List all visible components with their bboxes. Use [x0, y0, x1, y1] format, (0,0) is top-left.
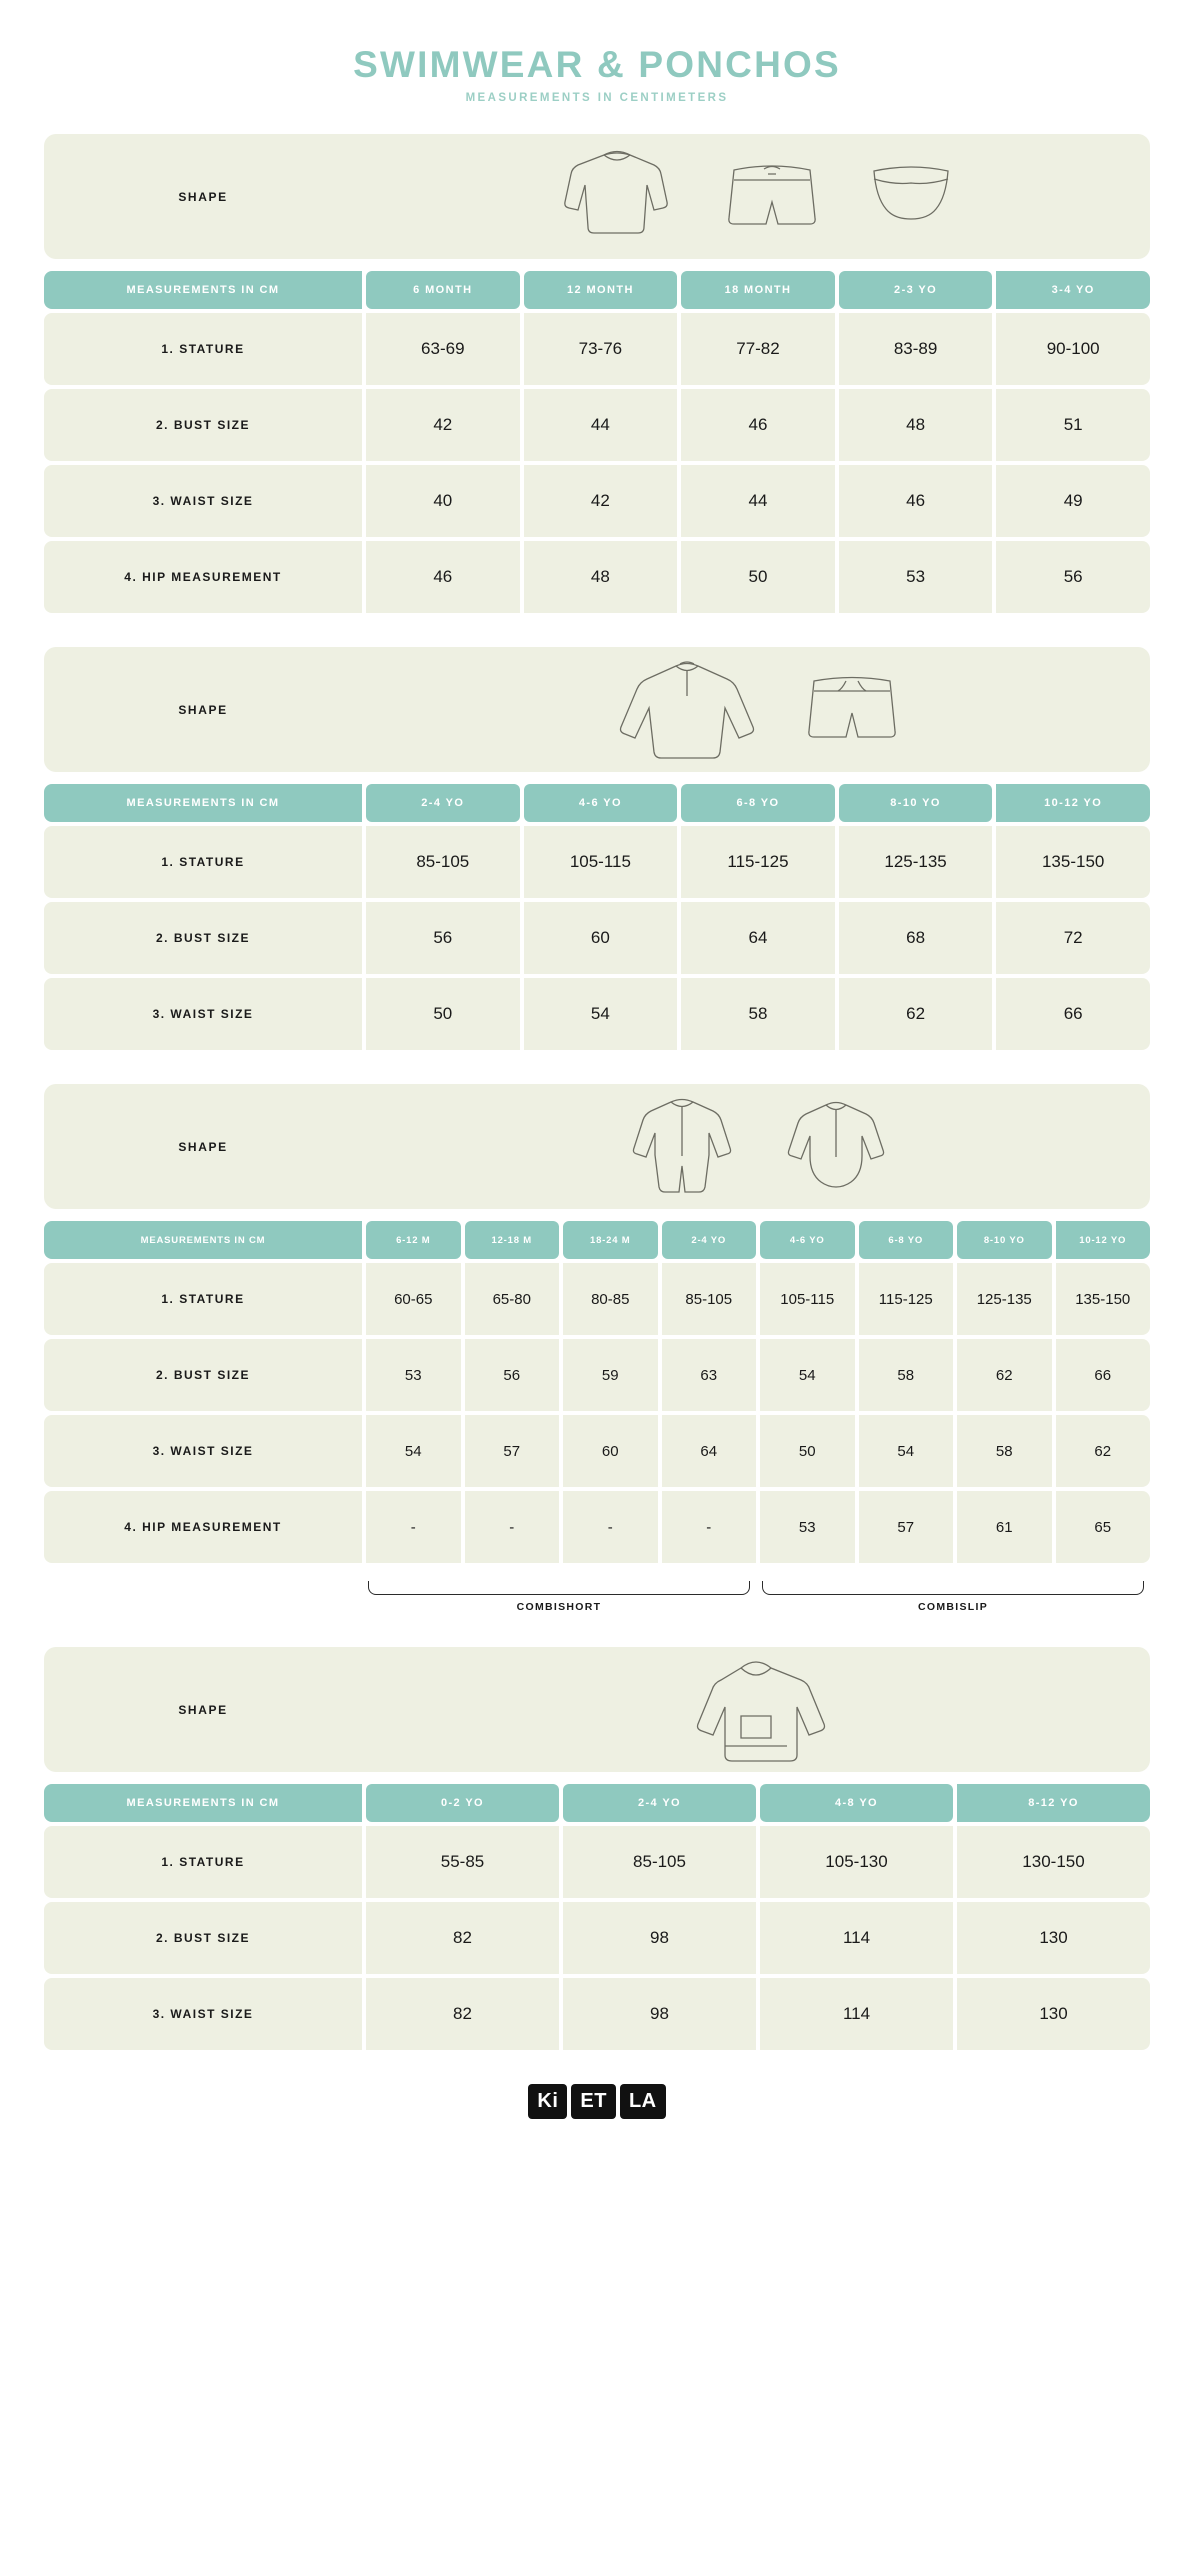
row-label: 2. BUST SIZE: [44, 389, 362, 461]
header-row: [44, 1221, 1150, 1259]
row-label: 1. STATURE: [44, 313, 362, 385]
row-value: 114: [760, 1902, 953, 1974]
bracket-spacer: [44, 1565, 362, 1613]
shape-illustrations: [362, 647, 1150, 772]
header-cell-size: 4-6 YO: [524, 784, 678, 822]
row-value: 66: [996, 978, 1150, 1050]
header-cell-size: 12-18 M: [465, 1221, 560, 1259]
row-value: 72: [996, 902, 1150, 974]
row-value: 83-89: [839, 313, 993, 385]
row-value: 105-130: [760, 1826, 953, 1898]
bracket-combislip: [756, 1565, 1150, 1613]
row-value: 114: [760, 1978, 953, 2050]
long-sleeve-rashguard-icon: [552, 145, 682, 249]
row-value: 62: [839, 978, 993, 1050]
page-header: [44, 44, 1150, 104]
row-value: 53: [839, 541, 993, 613]
row-value: 54: [760, 1339, 855, 1411]
row-value: 42: [524, 465, 678, 537]
row-value: 46: [681, 389, 835, 461]
row-value: 115-125: [859, 1263, 954, 1335]
row-value: 82: [366, 1902, 559, 1974]
shape-label: SHAPE: [178, 702, 228, 717]
row-value: 62: [957, 1339, 1052, 1411]
shape-row: [44, 1647, 1150, 1772]
row-value: 56: [465, 1339, 560, 1411]
header-cell-size: 2-3 YO: [839, 271, 993, 309]
table-block-rashguard: [44, 134, 1150, 613]
shape-row: [44, 1084, 1150, 1209]
table-row: [44, 541, 1150, 613]
page-title: SWIMWEAR & PONCHOS: [353, 44, 841, 85]
row-value: 98: [563, 1978, 756, 2050]
header-cell-size: 8-12 YO: [957, 1784, 1150, 1822]
shape-label: SHAPE: [178, 1702, 228, 1717]
row-value: 54: [859, 1415, 954, 1487]
row-value: 58: [859, 1339, 954, 1411]
row-value: -: [366, 1491, 461, 1563]
logo-part-ki: Ki: [528, 2084, 567, 2119]
row-label: 4. HIP MEASUREMENT: [44, 541, 362, 613]
table-block-poncho: [44, 1647, 1150, 2050]
shape-row: [44, 647, 1150, 772]
header-row: [44, 1784, 1150, 1822]
row-value: 77-82: [681, 313, 835, 385]
row-value: 80-85: [563, 1263, 658, 1335]
row-value: 51: [996, 389, 1150, 461]
shape-row: [44, 134, 1150, 259]
row-label: 1. STATURE: [44, 1826, 362, 1898]
table-row: [44, 1491, 1150, 1563]
bracket-captions: [44, 1565, 1150, 1613]
table-block-ziptop: [44, 647, 1150, 1050]
header-cell-size: 6-8 YO: [859, 1221, 954, 1259]
row-value: 60-65: [366, 1263, 461, 1335]
row-value: -: [563, 1491, 658, 1563]
row-value: 50: [760, 1415, 855, 1487]
row-value: 90-100: [996, 313, 1150, 385]
row-label: 3. WAIST SIZE: [44, 1415, 362, 1487]
swim-brief-icon: [862, 157, 960, 237]
row-value: 82: [366, 1978, 559, 2050]
row-label: 2. BUST SIZE: [44, 1902, 362, 1974]
row-value: 40: [366, 465, 520, 537]
row-value: 125-135: [839, 826, 993, 898]
table-row: [44, 826, 1150, 898]
header-cell-size: 18 MONTH: [681, 271, 835, 309]
row-value: 115-125: [681, 826, 835, 898]
board-shorts-icon: [804, 669, 900, 751]
row-value: 85-105: [563, 1826, 756, 1898]
shape-illustrations: [362, 1084, 1150, 1209]
row-value: 105-115: [760, 1263, 855, 1335]
row-value: 73-76: [524, 313, 678, 385]
table-row: [44, 902, 1150, 974]
row-value: 44: [681, 465, 835, 537]
shape-illustrations: [362, 134, 1150, 259]
combislip-suit-icon: [783, 1097, 889, 1197]
header-cell-measurements: MEASUREMENTS IN CM: [44, 271, 362, 309]
header-cell-size: 10-12 YO: [1056, 1221, 1151, 1259]
header-cell-size: 2-4 YO: [662, 1221, 757, 1259]
row-value: 85-105: [662, 1263, 757, 1335]
header-cell-size: 8-10 YO: [957, 1221, 1052, 1259]
row-value: 49: [996, 465, 1150, 537]
table-row: [44, 389, 1150, 461]
row-value: 58: [681, 978, 835, 1050]
table-row: [44, 313, 1150, 385]
header-cell-size: 8-10 YO: [839, 784, 993, 822]
row-value: 59: [563, 1339, 658, 1411]
row-value: 85-105: [366, 826, 520, 898]
row-value: 130: [957, 1978, 1150, 2050]
row-value: 57: [465, 1415, 560, 1487]
shape-illustrations: [362, 1647, 1150, 1772]
row-value: 66: [1056, 1339, 1151, 1411]
header-cell-size: 0-2 YO: [366, 1784, 559, 1822]
row-value: 68: [839, 902, 993, 974]
row-value: 125-135: [957, 1263, 1052, 1335]
row-label: 1. STATURE: [44, 1263, 362, 1335]
page-subtitle: MEASUREMENTS IN CENTIMETERS: [465, 92, 729, 104]
footer: [44, 2084, 1150, 2149]
header-cell-size: 4-8 YO: [760, 1784, 953, 1822]
table-row: [44, 978, 1150, 1050]
row-label: 2. BUST SIZE: [44, 1339, 362, 1411]
header-cell-size: 10-12 YO: [996, 784, 1150, 822]
row-value: 130-150: [957, 1826, 1150, 1898]
header-cell-size: 6 MONTH: [366, 271, 520, 309]
header-row: [44, 271, 1150, 309]
header-cell-size: 3-4 YO: [996, 271, 1150, 309]
brand-logo: [528, 2084, 665, 2119]
row-value: 48: [839, 389, 993, 461]
header-cell-measurements: MEASUREMENTS IN CM: [44, 784, 362, 822]
half-zip-top-icon: [612, 658, 762, 762]
logo-part-et: ET: [571, 2084, 616, 2119]
bracket-label: COMBISLIP: [917, 1601, 989, 1613]
row-value: 54: [366, 1415, 461, 1487]
row-label: 4. HIP MEASUREMENT: [44, 1491, 362, 1563]
bracket-line: [762, 1581, 1144, 1595]
header-cell-size: 6-8 YO: [681, 784, 835, 822]
row-value: 65: [1056, 1491, 1151, 1563]
row-value: 50: [366, 978, 520, 1050]
row-value: 48: [524, 541, 678, 613]
combishort-suit-icon: [623, 1094, 741, 1200]
row-value: 61: [957, 1491, 1052, 1563]
row-value: 57: [859, 1491, 954, 1563]
shape-label: SHAPE: [178, 189, 228, 204]
header-cell-measurements: MEASUREMENTS IN CM: [44, 1784, 362, 1822]
table-row: [44, 1339, 1150, 1411]
row-value: 58: [957, 1415, 1052, 1487]
row-value: 60: [563, 1415, 658, 1487]
bracket-combishort: [362, 1565, 756, 1613]
row-value: 54: [524, 978, 678, 1050]
table-row: [44, 465, 1150, 537]
header-cell-measurements: MEASUREMENTS IN CM: [44, 1221, 362, 1259]
row-value: 105-115: [524, 826, 678, 898]
row-label: 3. WAIST SIZE: [44, 465, 362, 537]
table-row: [44, 1978, 1150, 2050]
row-value: 130: [957, 1902, 1150, 1974]
row-value: 44: [524, 389, 678, 461]
row-value: 60: [524, 902, 678, 974]
row-value: 53: [760, 1491, 855, 1563]
row-label: 2. BUST SIZE: [44, 902, 362, 974]
row-value: 65-80: [465, 1263, 560, 1335]
shape-label: SHAPE: [178, 1139, 228, 1154]
header-cell-size: 4-6 YO: [760, 1221, 855, 1259]
header-cell-size: 18-24 M: [563, 1221, 658, 1259]
row-value: 135-150: [996, 826, 1150, 898]
logo-part-la: LA: [620, 2084, 666, 2119]
table-row: [44, 1902, 1150, 1974]
header-cell-size: 2-4 YO: [563, 1784, 756, 1822]
header-row: [44, 784, 1150, 822]
header-cell-size: 6-12 M: [366, 1221, 461, 1259]
row-value: 56: [366, 902, 520, 974]
table-row: [44, 1263, 1150, 1335]
header-cell-size: 2-4 YO: [366, 784, 520, 822]
row-value: 50: [681, 541, 835, 613]
table-row: [44, 1826, 1150, 1898]
row-value: 62: [1056, 1415, 1151, 1487]
row-value: 98: [563, 1902, 756, 1974]
row-value: -: [662, 1491, 757, 1563]
row-value: 64: [662, 1415, 757, 1487]
row-value: 42: [366, 389, 520, 461]
bracket-label: COMBISHORT: [516, 1601, 602, 1613]
row-label: 1. STATURE: [44, 826, 362, 898]
swim-shorts-icon: [724, 156, 820, 238]
row-label: 3. WAIST SIZE: [44, 1978, 362, 2050]
row-value: 63: [662, 1339, 757, 1411]
row-label: 3. WAIST SIZE: [44, 978, 362, 1050]
bracket-line: [368, 1581, 750, 1595]
row-value: 46: [839, 465, 993, 537]
row-value: 56: [996, 541, 1150, 613]
row-value: 55-85: [366, 1826, 559, 1898]
table-block-combi: [44, 1084, 1150, 1613]
row-value: 46: [366, 541, 520, 613]
header-cell-size: 12 MONTH: [524, 271, 678, 309]
hooded-poncho-icon: [681, 1654, 831, 1766]
row-value: 53: [366, 1339, 461, 1411]
row-value: 135-150: [1056, 1263, 1151, 1335]
row-value: 64: [681, 902, 835, 974]
row-value: 63-69: [366, 313, 520, 385]
row-value: -: [465, 1491, 560, 1563]
table-row: [44, 1415, 1150, 1487]
